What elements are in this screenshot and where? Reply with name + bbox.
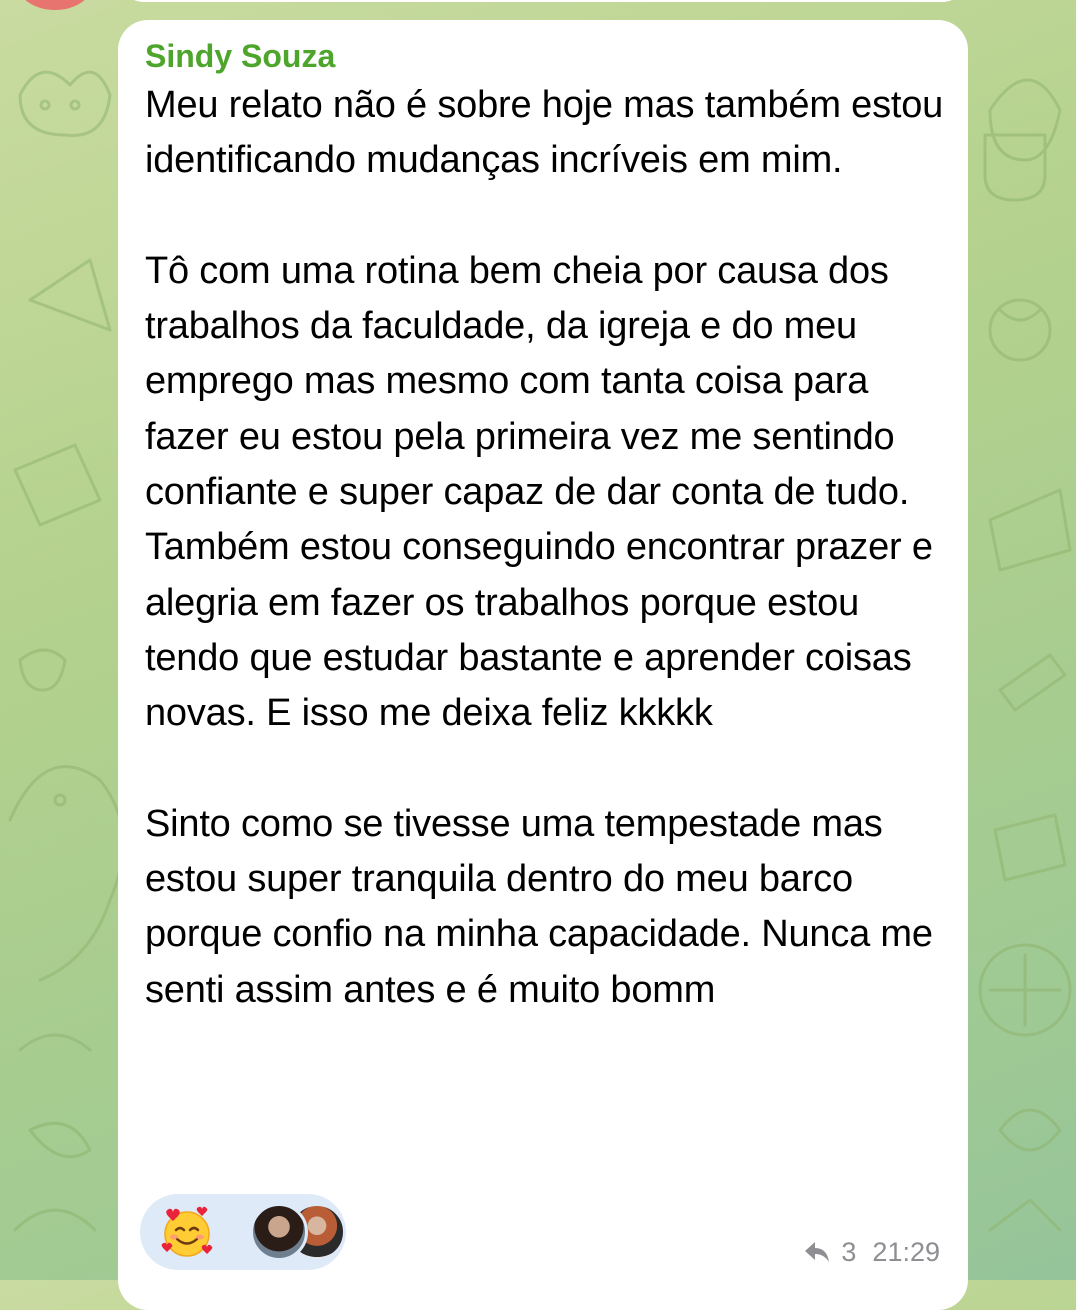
sender-name[interactable]: Sindy Souza <box>145 38 336 74</box>
message-text: Meu relato não é sobre hoje mas também estou identificando mudanças incríveis em mim. Tô com uma rotina bem cheia por causa dos trabalhos da faculdade, da igreja e do meu emprego mas mesmo com tanta coisa para fazer eu estou pela primeira vez me sentindo confiante e super capaz de dar conta de tudo. Também estou conseguindo encontrar prazer e alegria em fazer os trabalhos porque estou tendo que estudar bastante e aprender coisas novas. E isso me deixa feliz kkkkk Sinto como se tivesse uma tempestade mas estou super tranquila dentro do meu barco porque confio na minha capacidade. Nunca me senti assim antes e é muito bomm <box>145 84 944 1011</box>
previous-message-bubble <box>118 0 968 2</box>
smiling-face-with-hearts-emoji <box>160 1206 214 1260</box>
message-time: 21:29 <box>872 1236 940 1267</box>
reply-count[interactable]: 3 <box>841 1236 857 1267</box>
reaction-pill[interactable] <box>140 1194 346 1270</box>
reactor-avatar-1[interactable] <box>250 1203 308 1261</box>
message-meta <box>803 1234 940 1270</box>
message-bubble[interactable] <box>118 20 968 1310</box>
reply-arrow-icon[interactable] <box>803 1239 831 1265</box>
